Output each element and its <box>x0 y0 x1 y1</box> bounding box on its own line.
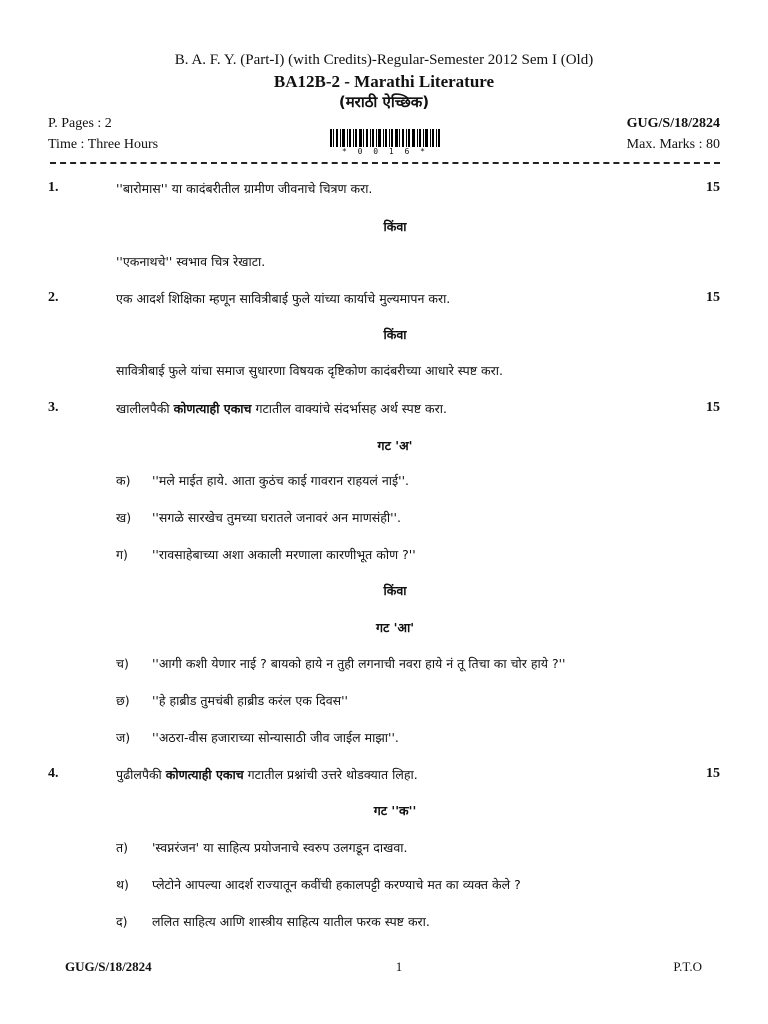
question-text <box>116 766 418 783</box>
header-divider <box>50 162 720 164</box>
item-label: त) <box>116 840 129 855</box>
or-separator: किंवा <box>383 583 407 598</box>
question-alt-text: सावित्रीबाई फुले यांचा समाज सुधारणा विषयक दृष्टिकोण कादंबरीच्या आधारे स्पष्ट करा. <box>116 363 503 378</box>
item-label: ज) <box>116 730 131 745</box>
page-number: 1 <box>395 959 403 974</box>
question-marks: 15 <box>706 766 720 781</box>
question-number: 4. <box>48 766 59 781</box>
item-label: ख) <box>116 510 132 525</box>
or-separator: किंवा <box>383 327 407 342</box>
question-marks: 15 <box>706 180 720 195</box>
question-intro-pre: खालीलपैकी <box>116 401 174 416</box>
question-alt-text: ''एकनाथचे'' स्वभाव चित्र रेखाटा. <box>116 254 266 269</box>
barcode-number: * 0 0 1 6 * <box>342 147 428 156</box>
item-text: ''हे हाब्रीड तुमचंबी हाब्रीड करंल एक दिवस'' <box>152 693 348 708</box>
max-marks: Max. Marks : 80 <box>626 137 720 152</box>
item-label: द) <box>116 914 128 929</box>
item-text: ''अठरा-वीस हजाराच्या सोन्यासाठी जीव जाईल माझा''. <box>152 730 399 745</box>
paper-code: GUG/S/18/2824 <box>626 116 720 131</box>
item-text: प्लेटोने आपल्या आदर्श राज्यातून कवींची हकालपट्टी करण्याचे मत का व्यक्त केले ? <box>152 877 521 892</box>
item-text: ''आगी कशी येणार नाई ? बायको हाये न तुही लगनाची नवरा हाये नं तू तिचा का चोर हाये ?'' <box>152 656 566 671</box>
item-label: क) <box>116 473 131 488</box>
item-label: छ) <box>116 693 130 708</box>
question-marks: 15 <box>706 290 720 305</box>
question-intro-pre: पुढीलपैकी <box>116 767 166 782</box>
question-text: एक आदर्श शिक्षिका म्हणून सावित्रीबाई फुले यांच्या कार्याचे मुल्यमापन करा. <box>116 291 451 306</box>
footer-paper-code: GUG/S/18/2824 <box>65 959 152 974</box>
paper-subtitle: (मराठी ऐच्छिक) <box>338 93 430 111</box>
group-c-title: गट ''क'' <box>373 803 417 818</box>
item-text: ''सगळे सारखेच तुमच्या घरातले जनावरं अन माणसंही''. <box>152 510 401 525</box>
question-marks: 15 <box>706 400 720 415</box>
question-intro-emphasis: कोणत्याही एकाच <box>173 401 252 416</box>
page-count: P. Pages : 2 <box>48 116 112 131</box>
paper-title: BA12B-2 - Marathi Literature <box>273 72 495 91</box>
question-intro-post: गटातील वाक्यांचे संदर्भासह अर्थ स्पष्ट करा. <box>251 401 447 416</box>
question-text <box>116 400 447 417</box>
question-number: 1. <box>48 180 59 195</box>
question-number: 3. <box>48 400 59 415</box>
item-label: ग) <box>116 547 128 562</box>
question-intro-post: गटातील प्रश्नांची उत्तरे थोडक्यात लिहा. <box>243 767 418 782</box>
group-b-title: गट 'आ' <box>375 620 415 635</box>
item-label: थ) <box>116 877 129 892</box>
item-text: 'स्वप्नरंजन' या साहित्य प्रयोजनाचे स्वरुप उलगडून दाखवा. <box>152 840 408 855</box>
please-turn-over: P.T.O <box>673 959 702 974</box>
question-intro-emphasis: कोणत्याही एकाच <box>165 767 244 782</box>
group-a-title: गट 'अ' <box>377 438 413 453</box>
item-text: ''मले माईत हाये. आता कुठंच काई गावरान राहयलं नाई''. <box>152 473 409 488</box>
question-number: 2. <box>48 290 59 305</box>
question-text: ''बारोमास'' या कादंबरीतील ग्रामीण जीवनाचे चित्रण करा. <box>116 181 373 196</box>
or-separator: किंवा <box>383 219 407 234</box>
item-text: ''रावसाहेबाच्या अशा अकाली मरणाला कारणीभूत कोण ?'' <box>152 547 416 562</box>
item-text: ललित साहित्य आणि शास्त्रीय साहित्य यातील फरक स्पष्ट करा. <box>152 914 430 929</box>
barcode-icon <box>330 129 440 147</box>
exam-title-line: B. A. F. Y. (Part-I) (with Credits)-Regular-Semester 2012 Sem I (Old) <box>174 52 594 68</box>
item-label: च) <box>116 656 129 671</box>
exam-duration: Time : Three Hours <box>48 137 159 152</box>
